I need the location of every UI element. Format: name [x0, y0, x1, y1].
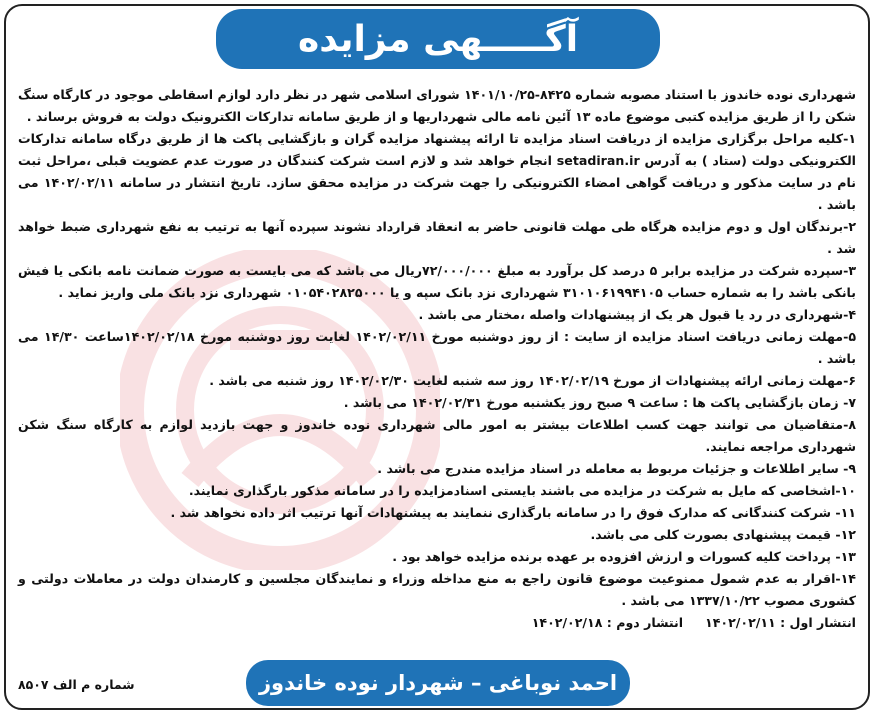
clause-lead: ۵-مهلت زمانی دریافت اسناد مزایده از سایت :	[564, 329, 856, 344]
clause-text: ۹- سایر اطلاعات و جزئیات مربوط به معامله در اسناد مزایده مندرج می باشد .	[377, 461, 856, 476]
clause-text: ۱-کلیه مراحل برگزاری مزایده از دریافت اسناد مزایده تا ارائه پیشنهاد مزایده گران و بازگشایی پاکت ها از طریق درگاه سامانه تدارکات الکترونیکی دولت (ستاد ) به آدرس setadiran.ir انجام خواهد شد و لازم است شرکت کنندگان در صورت عدم عضویت قبلی ،مراحل ثبت نام در سایت مذکور و دریافت گواهی امضاء الکترونیکی را جهت شرکت در مزایده محقق سازد. تاریخ انتشار در سامانه ۱۴۰۲/۰۲/۱۱ می باشد .	[18, 131, 856, 212]
clause-8	[18, 414, 856, 458]
second-publication-label: انتشار دوم :	[606, 615, 684, 630]
publication-dates	[18, 612, 856, 634]
clause-1	[18, 128, 856, 216]
clause-4	[18, 304, 856, 326]
clause-text: ۳-سپرده شرکت در مزایده برابر ۵ درصد کل برآورد به مبلغ ۷۲/۰۰۰/۰۰۰ریال می باشد که می بایست به صورت ضمانت نامه بانکی یا فیش بانکی باشد را به شماره حساب ۳۱۰۱۰۶۱۹۹۴۱۰۵ شهرداری نزد بانک سپه و یا ۰۱۰۵۴۰۲۸۲۵۰۰۰ شهرداری نزد بانک ملی واریز نماید .	[18, 263, 856, 300]
first-publication-date: ۱۴۰۲/۰۲/۱۱	[705, 615, 776, 630]
clause-13	[18, 546, 856, 568]
reference-number: شماره م الف ۸۵۰۷	[18, 677, 135, 692]
clause-text: ۱۱- شرکت کنندگانی که مدارک فوق را در سامانه بارگذاری ننمایند به پیشنهادات آنها ترتیب اثر داده نخواهد شد .	[170, 505, 856, 520]
clause-text: ۴-شهرداری در رد یا قبول هر یک از پیشنهادات واصله ،مختار می باشد .	[418, 307, 856, 322]
clause-3	[18, 260, 856, 304]
first-publication-label: انتشار اول :	[780, 615, 856, 630]
clause-lead: ۷- زمان بازگشایی پاکت ها :	[682, 395, 856, 410]
clause-6	[18, 370, 856, 392]
clause-5	[18, 326, 856, 370]
clause-text: ۱۰-اشخاصی که مایل به شرکت در مزایده می باشند بایستی اسنادمزایده را در سامانه مذکور بارگذاری نمایند.	[188, 483, 856, 498]
announcement-body	[18, 84, 856, 634]
clause-12	[18, 524, 856, 546]
clause-text: ۱۴-اقرار به عدم شمول ممنوعیت موضوع قانون راجع به منع مداخله وزراء و نمایندگان مجلسین و کارمندان دولت در معاملات دولتی و کشوری مصوب ۱۳۳۷/۱۰/۲۲ می باشد .	[18, 571, 856, 608]
clause-2	[18, 216, 856, 260]
clause-text: از روز دوشنبه مورخ ۱۴۰۲/۰۲/۱۱ لغایت روز دوشنبه مورخ ۱۴۰۲/۰۲/۱۸ساعت ۱۴/۳۰ می باشد .	[18, 329, 856, 366]
clause-text: ۸-متقاضیان می توانند جهت کسب اطلاعات بیشتر به امور مالی شهرداری نوده خاندوز و جهت بازدید لوازم به کارگاه سنگ شکن شهرداری مراجعه نمایند.	[18, 417, 856, 454]
clause-text: ساعت ۹ صبح روز یکشنبه مورخ ۱۴۰۲/۰۲/۳۱ می باشد .	[343, 395, 683, 410]
clause-10	[18, 480, 856, 502]
clause-lead: ۶-مهلت زمانی ارائه پیشنهادات	[665, 373, 856, 388]
clause-9	[18, 458, 856, 480]
clause-7	[18, 392, 856, 414]
clause-text: ۱۳- پرداخت کلیه کسورات و ارزش افزوده بر عهده برنده مزایده خواهد بود .	[392, 549, 856, 564]
second-publication-date: ۱۴۰۲/۰۲/۱۸	[531, 615, 603, 630]
clause-text: ۱۲- قیمت پیشنهادی بصورت کلی می باشد.	[590, 527, 856, 542]
clause-text: از مورخ ۱۴۰۲/۰۲/۱۹ روز سه شنبه لغایت ۱۴۰۲/۰۲/۳۰ روز شنبه می باشد .	[209, 373, 666, 388]
signature-banner: احمد نوباغی – شهردار نوده خاندوز	[246, 660, 630, 706]
clause-11	[18, 502, 856, 524]
intro-paragraph: شهرداری نوده خاندوز با استناد مصوبه شماره ۸۴۲۵-۱۴۰۱/۱۰/۲۵ شورای اسلامی شهر در نظر دارد لوازم اسقاطی موجود در کارگاه سنگ شکن را از طریق مزایده کتبی موضوع ماده ۱۳ آئین نامه مالی شهرداریها و از طریق سامانه تدارکات الکترونیک دولت به فروش برساند .	[18, 87, 856, 124]
clause-14	[18, 568, 856, 612]
page-title: آگـــــهی مزایده	[216, 9, 660, 69]
clause-text: ۲-برندگان اول و دوم مزایده هرگاه طی مهلت قانونی حاضر به انعقاد قرارداد نشوند سپرده آنها به ترتیب به نفع شهرداری ضبط خواهد شد .	[18, 219, 856, 256]
